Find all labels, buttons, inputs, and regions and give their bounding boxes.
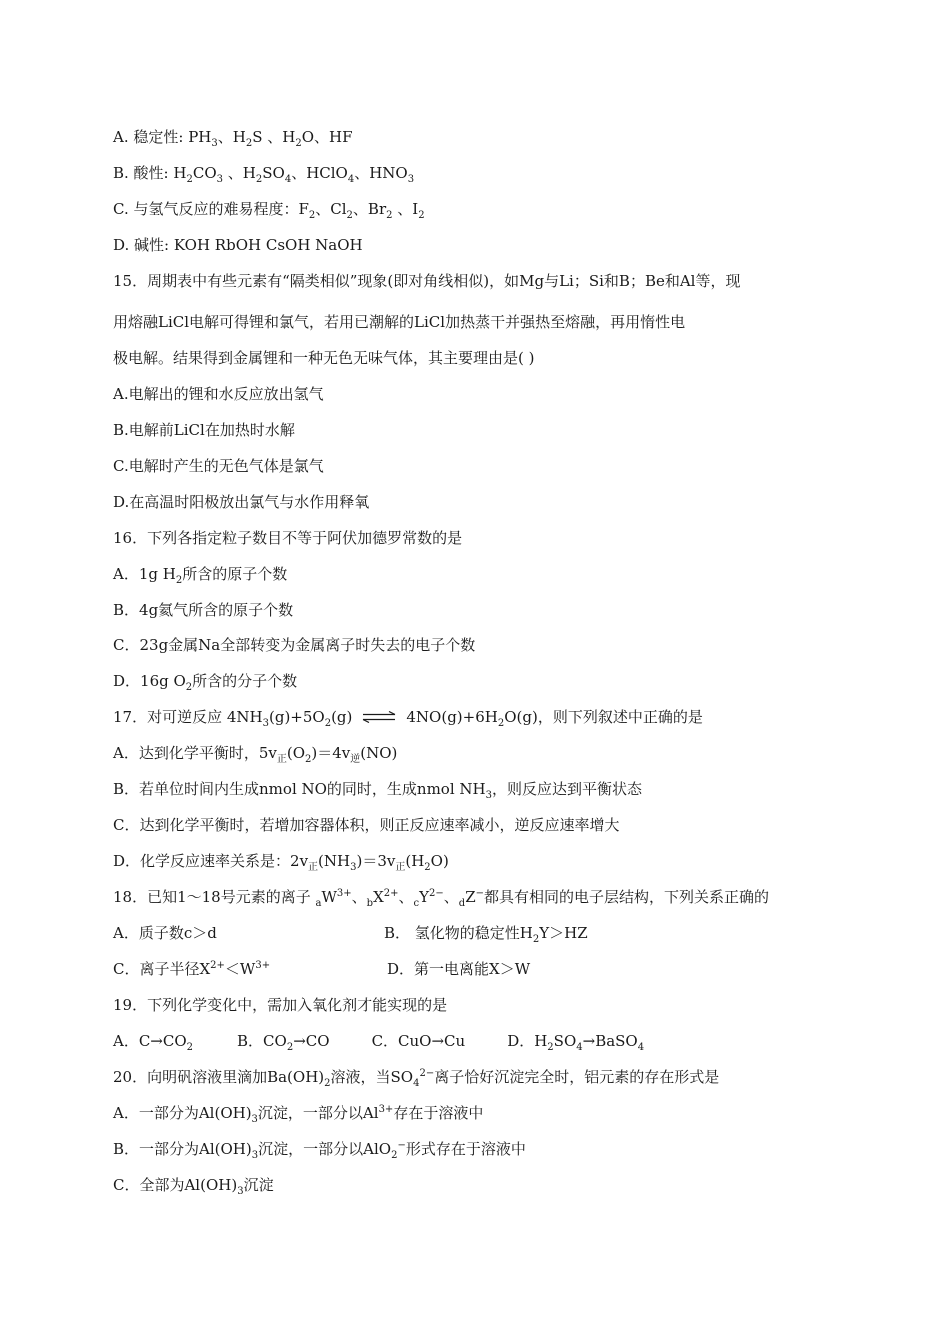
- q17-option-a: A．达到化学平衡时，$5v_正(O_2)=4v_逆(NO)$: [113, 744, 398, 765]
- q20-option-b: B．一部分为$Al(OH)_3$沉淀，一部分以AlO$_2$−形式存在于溶液中: [113, 1140, 526, 1161]
- q19-options: [113, 1031, 644, 1051]
- equilibrium-arrows-icon: [362, 708, 396, 728]
- q15-option-a: A.电解出的锂和水反应放出氢气: [113, 385, 324, 403]
- q14-option-b: B. 酸性: $H_2CO_3$ 、$H_2SO_4$、HClO$_4$、$HNO_3$: [113, 164, 415, 185]
- q15-stem-line-2: 用熔融LiCl电解可得锂和氯气，若用已潮解的LiCl加热蒸干并强热至熔融，再用惰性电: [113, 313, 686, 331]
- q19-option-b: B．$CO_2\to CO$: [237, 1032, 330, 1053]
- q18-option-c: C．离子半径$X^{2+}<W^{3+}$: [113, 960, 271, 978]
- q19-option-a: A．$C\to CO_2$: [113, 1032, 194, 1053]
- q18-option-a: A．质子数c＞d: [113, 924, 217, 942]
- q16-option-b: B．4g氦气所含的原子个数: [113, 601, 294, 619]
- q20-stem: 20．向明矾溶液里滴加$Ba(OH)_2$溶液，当$SO_4^{2-}$离子恰好沉淀完全时，铝元素的存在形式是: [113, 1068, 720, 1089]
- q14-option-d: D. 碱性: KOH RbOH CsOH NaOH: [113, 236, 363, 254]
- q20-option-c: C．全部为$Al(OH)_3$沉淀: [113, 1176, 274, 1197]
- q14-option-a: A. 稳定性: $PH_3$、$H_2S$ 、$H_2O$、HF: [113, 128, 353, 149]
- q16-stem: 16．下列各指定粒子数目不等于阿伏加德罗常数的是: [113, 529, 463, 547]
- q19-option-d: D．$H_2SO_4\to BaSO_4$: [507, 1032, 645, 1053]
- q15-stem-line-1: 15．周期表中有些元素有“隔类相似”现象(即对角线相似)，如Mg与Li；Si和B；Be和Al等，现: [113, 272, 741, 290]
- q15-option-c: C.电解时产生的无色气体是氯气: [113, 457, 324, 475]
- q19-stem: 19．下列化学变化中，需加入氧化剂才能实现的是: [113, 996, 448, 1014]
- q16-option-a: A．1g $H_2$所含的原子个数: [113, 565, 288, 586]
- q20-option-a: A．一部分为$Al(OH)_3$沉淀，一部分以$Al^{3+}$存在于溶液中: [113, 1104, 484, 1125]
- q17-option-d: D．化学反应速率关系是：$2v_正(NH_3)=3v_正(H_2O)$: [113, 852, 449, 873]
- q16-option-d: D．16g $O_2$所含的分子个数: [113, 672, 298, 693]
- q16-option-c: C．23g金属Na全部转变为金属离子时失去的电子个数: [113, 636, 476, 654]
- q17-stem: 17．对可逆反应 $4NH_3(g)+5O_2(g)$ $4NO(g)+6H_2O(g)$，则下列叙述中正确的是: [113, 708, 703, 729]
- q17-option-b: B．若单位时间内生成nmol NO的同时，生成nmol $NH_3$，则反应达到平衡状态: [113, 780, 643, 801]
- q14-option-c: C. 与氢气反应的难易程度：$F_2$、$Cl_2$、$Br_2$ 、$I_2$: [113, 200, 425, 221]
- q17-option-c: C．达到化学平衡时，若增加容器体积，则正反应速率减小，逆反应速率增大: [113, 816, 620, 834]
- q15-option-d: D.在高温时阳极放出氯气与水作用释氧: [113, 493, 370, 511]
- q18-option-b: B． 氢化物的稳定性$H_2Y>HZ$: [384, 924, 588, 945]
- q19-option-c: C．CuO→Cu: [371, 1032, 466, 1050]
- q18-stem: 18．已知1～18号元素的离子 $_aW^{3+}$、$_bX^{2+}$、$_cY^{2-}$、$_d$Z−都具有相同的电子层结构，下列关系正确的: [113, 888, 770, 909]
- q15-stem-line-3: 极电解。结果得到金属锂和一种无色无味气体，其主要理由是( ): [113, 349, 535, 367]
- q18-option-d: D．第一电离能X＞W: [387, 960, 531, 978]
- q15-option-b: B.电解前LiCl在加热时水解: [113, 421, 295, 439]
